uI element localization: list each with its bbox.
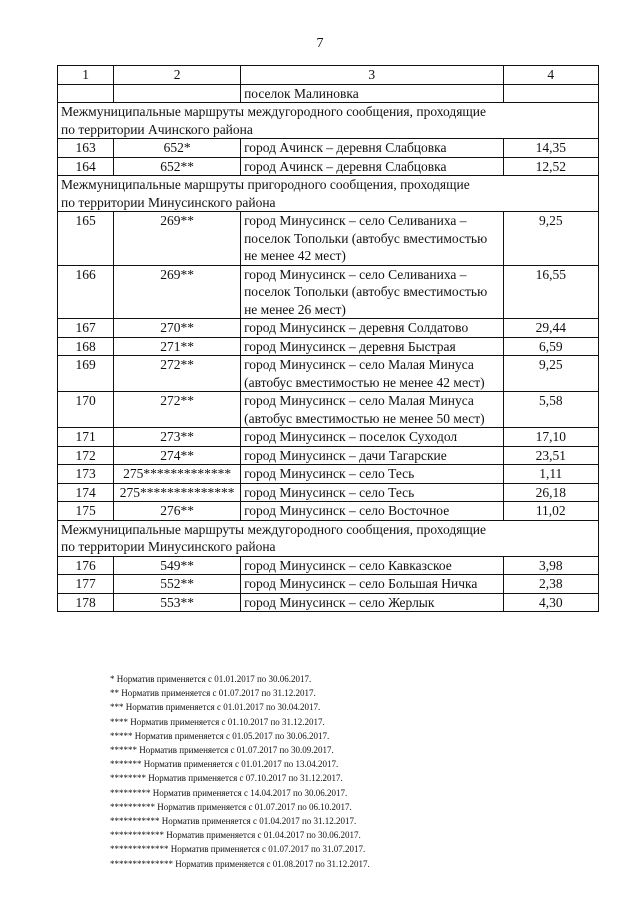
table-row [58, 483, 599, 502]
cell-description: город Минусинск – деревня Быстрая [241, 337, 503, 356]
routes-table [57, 65, 599, 612]
footnotes [110, 672, 370, 871]
section-heading-line: Межмуниципальные маршруты междугородного сообщения, проходящие [61, 521, 487, 537]
cell-description: город Минусинск – село Селиваниха – поселок Топольки (автобус вместимостью не менее 26 мест) [241, 265, 503, 319]
cell-description: город Минусинск – дачи Тагарские [241, 446, 503, 465]
column-header-1: 1 [58, 66, 114, 85]
cell-description: город Минусинск – село Селиваниха – поселок Топольки (автобус вместимостью не менее 42 мест) [241, 212, 503, 266]
cell-number: 176 [58, 556, 114, 575]
cell-route: 271** [114, 337, 241, 356]
table-row [58, 319, 599, 338]
cell-route: 553** [114, 593, 241, 612]
cell-value: 4,30 [503, 593, 598, 612]
cell-value: 9,25 [503, 356, 598, 392]
section-heading [58, 520, 599, 556]
routes-table-body [58, 66, 599, 612]
footnote: ******* Норматив применяется с 01.01.2017 по 13.04.2017. [110, 759, 339, 770]
cell-route [114, 84, 241, 103]
cell-route: 275************** [114, 483, 241, 502]
cell-value: 23,51 [503, 446, 598, 465]
cell-value: 12,52 [503, 157, 598, 176]
cell-description: город Минусинск – село Большая Ничка [241, 575, 503, 594]
footnote: ************* Норматив применяется с 01.07.2017 по 31.07.2017. [110, 844, 366, 855]
cell-value: 29,44 [503, 319, 598, 338]
cell-number: 169 [58, 356, 114, 392]
cell-number: 168 [58, 337, 114, 356]
section-heading-line: по территории Минусинского района [61, 194, 276, 210]
section-heading-row [58, 103, 599, 139]
section-heading-line: по территории Минусинского района [61, 539, 276, 554]
section-heading-row [58, 520, 599, 556]
footnote: *** Норматив применяется с 01.01.2017 по 30.04.2017. [110, 702, 321, 713]
section-heading-row [58, 176, 599, 212]
cell-description: город Минусинск – село Тесь [241, 465, 503, 484]
cell-description: город Минусинск – село Малая Минуса (автобус вместимостью не менее 42 мест) [241, 356, 503, 392]
cell-number: 171 [58, 428, 114, 447]
cell-number: 163 [58, 139, 114, 158]
footnote: ****** Норматив применяется с 01.07.2017 по 30.09.2017. [110, 745, 334, 756]
cell-number: 164 [58, 157, 114, 176]
cell-number: 173 [58, 465, 114, 484]
cell-description: город Минусинск – село Кавказское [241, 556, 503, 575]
cell-route: 549** [114, 556, 241, 575]
section-heading-line: Межмуниципальные маршруты междугородного сообщения, проходящие [61, 104, 487, 119]
footnote: ************ Норматив применяется с 01.04.2017 по 30.06.2017. [110, 830, 361, 841]
cell-value: 6,59 [503, 337, 598, 356]
footnote: ******** Норматив применяется с 07.10.2017 по 31.12.2017. [110, 773, 343, 784]
footnote: *********** Норматив применяется с 01.04.2017 по 31.12.2017. [110, 816, 357, 827]
section-heading [58, 103, 599, 139]
cell-route: 652* [114, 139, 241, 158]
table-row [58, 212, 599, 266]
cell-route: 272** [114, 356, 241, 392]
cell-route: 652** [114, 157, 241, 176]
cell-route: 269** [114, 265, 241, 319]
cell-route: 273** [114, 428, 241, 447]
cell-number: 172 [58, 446, 114, 465]
cell-value: 17,10 [503, 428, 598, 447]
cell-number: 167 [58, 319, 114, 338]
cell-route: 276** [114, 502, 241, 521]
cell-route: 275************* [114, 465, 241, 484]
table-row [58, 157, 599, 176]
footnote: * Норматив применяется с 01.01.2017 по 30.06.2017. [110, 674, 312, 684]
column-header-3: 3 [241, 66, 503, 85]
table-header-row [58, 66, 599, 85]
footnote: ** Норматив применяется с 01.07.2017 по 31.12.2017. [110, 688, 316, 699]
cell-route: 272** [114, 392, 241, 428]
cell-description: город Минусинск – село Тесь [241, 483, 503, 502]
footnote: ***** Норматив применяется с 01.05.2017 по 30.06.2017. [110, 730, 330, 741]
cell-description: город Минусинск – село Малая Минуса (автобус вместимостью не менее 50 мест) [241, 392, 503, 428]
cell-description: поселок Малиновка [241, 84, 503, 103]
cell-description: город Минусинск – поселок Суходол [241, 428, 503, 447]
cell-description: город Минусинск – село Восточное [241, 502, 503, 521]
table-row [58, 575, 599, 594]
table-row [58, 392, 599, 428]
cell-number: 170 [58, 392, 114, 428]
cell-route: 269** [114, 212, 241, 266]
cell-description: город Минусинск – деревня Солдатово [241, 319, 503, 338]
cell-value: 11,02 [503, 502, 598, 521]
table-row [58, 356, 599, 392]
cell-number: 165 [58, 212, 114, 266]
cell-value: 26,18 [503, 483, 598, 502]
cell-route: 552** [114, 575, 241, 594]
table-row [58, 265, 599, 319]
cell-number: 166 [58, 265, 114, 319]
table-row [58, 446, 599, 465]
cell-number: 178 [58, 593, 114, 612]
cell-value [503, 84, 598, 103]
table-row [58, 139, 599, 158]
footnote: ************** Норматив применяется с 01.08.2017 по 31.12.2017. [110, 858, 370, 869]
footnote: ********* Норматив применяется с 14.04.2017 по 30.06.2017. [110, 787, 348, 798]
page-number: 7 [316, 36, 324, 51]
cell-number: 174 [58, 483, 114, 502]
table-row [58, 556, 599, 575]
cell-value: 1,11 [503, 465, 598, 484]
cell-value: 9,25 [503, 212, 598, 266]
cell-number [58, 84, 114, 103]
section-heading [58, 176, 599, 212]
table-row [58, 337, 599, 356]
cell-value: 16,55 [503, 265, 598, 319]
cell-value: 5,58 [503, 392, 598, 428]
cell-value: 3,98 [503, 556, 598, 575]
cell-description: город Ачинск – деревня Слабцовка [241, 157, 503, 176]
cell-value: 14,35 [503, 139, 598, 158]
section-heading-line: Межмуниципальные маршруты пригородного сообщения, проходящие [61, 177, 470, 192]
continuation-row [58, 84, 599, 103]
column-header-4: 4 [503, 66, 598, 85]
footnote: **** Норматив применяется с 01.10.2017 по 31.12.2017. [110, 716, 325, 727]
cell-description: город Минусинск – село Жерлык [241, 593, 503, 612]
cell-description: город Ачинск – деревня Слабцовка [241, 139, 503, 158]
table-row [58, 502, 599, 521]
footnote: ********** Норматив применяется с 01.07.2017 по 06.10.2017. [110, 801, 352, 812]
table-row [58, 428, 599, 447]
cell-number: 177 [58, 575, 114, 594]
cell-route: 274** [114, 446, 241, 465]
column-header-2: 2 [114, 66, 241, 85]
cell-route: 270** [114, 319, 241, 338]
table-row [58, 593, 599, 612]
cell-value: 2,38 [503, 575, 598, 594]
cell-number: 175 [58, 502, 114, 521]
section-heading-line: по территории Ачинского района [61, 121, 253, 137]
table-row [58, 465, 599, 484]
